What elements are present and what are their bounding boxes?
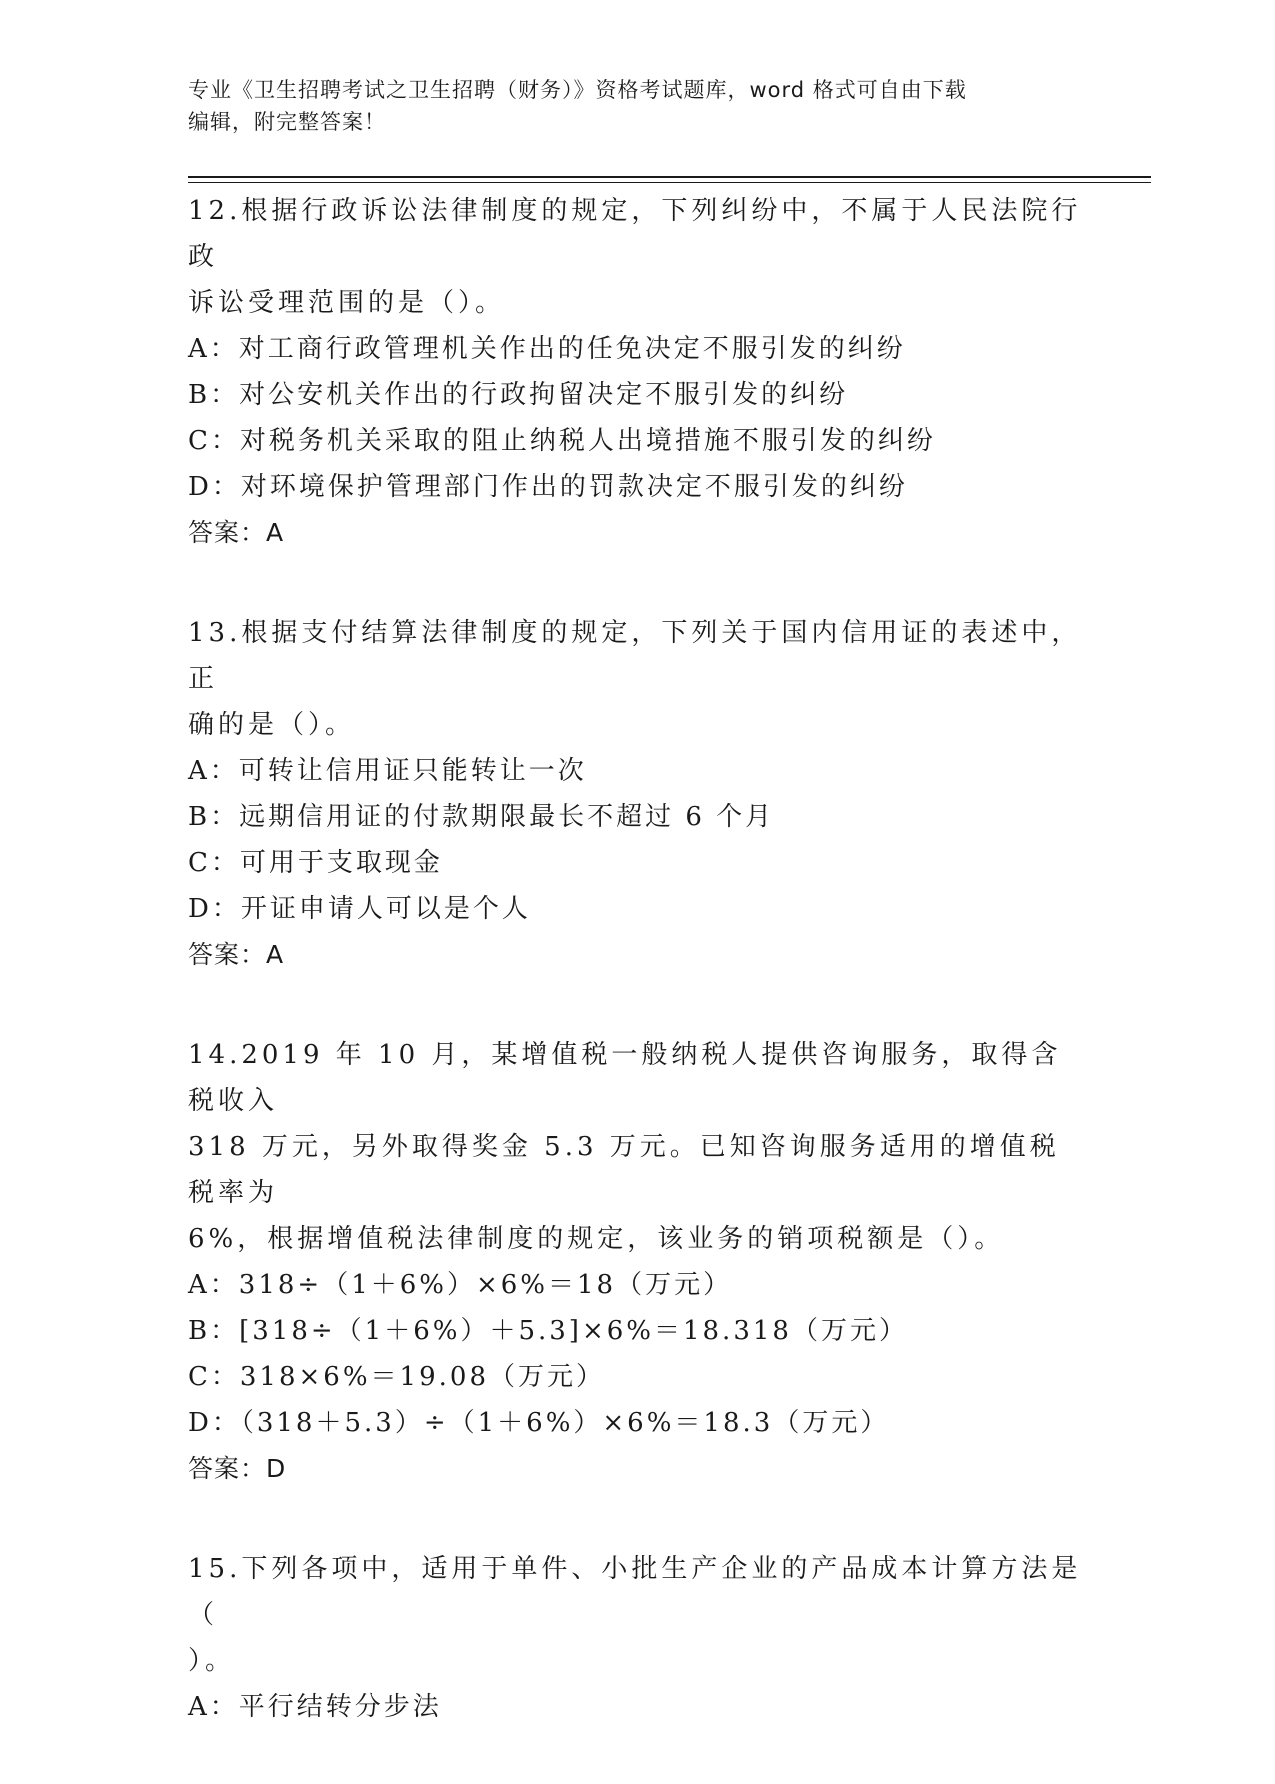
question-15 bbox=[188, 1546, 1088, 1730]
question-stem-line: 318 万元，另外取得奖金 5.3 万元。已知咨询服务适用的增值税税率为 bbox=[188, 1132, 1060, 1208]
option-c: C：318×6%＝19.08（万元） bbox=[188, 1362, 605, 1392]
option-b: B：远期信用证的付款期限最长不超过 6 个月 bbox=[188, 802, 775, 832]
option-a: A：可转让信用证只能转让一次 bbox=[188, 756, 587, 786]
answer-line: 答案：D bbox=[188, 1454, 287, 1483]
question-12 bbox=[188, 188, 1088, 556]
question-stem-line: 14.2019 年 10 月，某增值税一般纳税人提供咨询服务，取得含税收入 bbox=[188, 1040, 1062, 1116]
option-c: C：对税务机关采取的阻止纳税人出境措施不服引发的纠纷 bbox=[188, 426, 936, 456]
header-divider-thin bbox=[188, 182, 1151, 183]
option-d: D：（318＋5.3）÷（1＋6%）×6%＝18.3（万元） bbox=[188, 1408, 890, 1438]
header-line-1: 专业《卫生招聘考试之卫生招聘（财务）》资格考试题库，word 格式可自由下载 bbox=[188, 78, 967, 102]
option-d: D：对环境保护管理部门作出的罚款决定不服引发的纠纷 bbox=[188, 472, 908, 502]
question-stem-line: 诉讼受理范围的是（）。 bbox=[188, 288, 506, 318]
header-line-2: 编辑，附完整答案！ bbox=[188, 110, 386, 134]
question-stem-line: 13.根据支付结算法律制度的规定，下列关于国内信用证的表述中，正 bbox=[188, 618, 1082, 694]
option-b: B：对公安机关作出的行政拘留决定不服引发的纠纷 bbox=[188, 380, 849, 410]
question-stem-line: 确的是（）。 bbox=[188, 710, 356, 740]
header-divider-thick bbox=[188, 176, 1151, 178]
answer-line: 答案：A bbox=[188, 940, 285, 969]
option-c: C：可用于支取现金 bbox=[188, 848, 443, 878]
question-stem-line: ）。 bbox=[188, 1646, 236, 1676]
option-d: D：开证申请人可以是个人 bbox=[188, 894, 531, 924]
option-b: B：[318÷（1＋6%）＋5.3]×6%＝18.318（万元） bbox=[188, 1316, 908, 1346]
question-stem-line: 12.根据行政诉讼法律制度的规定，下列纠纷中，不属于人民法院行政 bbox=[188, 196, 1082, 272]
question-14 bbox=[188, 1032, 1088, 1492]
question-stem-line: 6%，根据增值税法律制度的规定，该业务的销项税额是（）。 bbox=[188, 1224, 1005, 1254]
question-list bbox=[188, 188, 1088, 1784]
question-13 bbox=[188, 610, 1088, 978]
answer-line: 答案：A bbox=[188, 518, 285, 547]
option-a: A：对工商行政管理机关作出的任免决定不服引发的纠纷 bbox=[188, 334, 906, 364]
option-a: A：平行结转分步法 bbox=[188, 1692, 442, 1722]
question-stem-line: 15.下列各项中，适用于单件、小批生产企业的产品成本计算方法是（ bbox=[188, 1554, 1082, 1630]
document-header bbox=[188, 74, 1068, 138]
option-a: A：318÷（1＋6%）×6%＝18（万元） bbox=[188, 1270, 733, 1300]
